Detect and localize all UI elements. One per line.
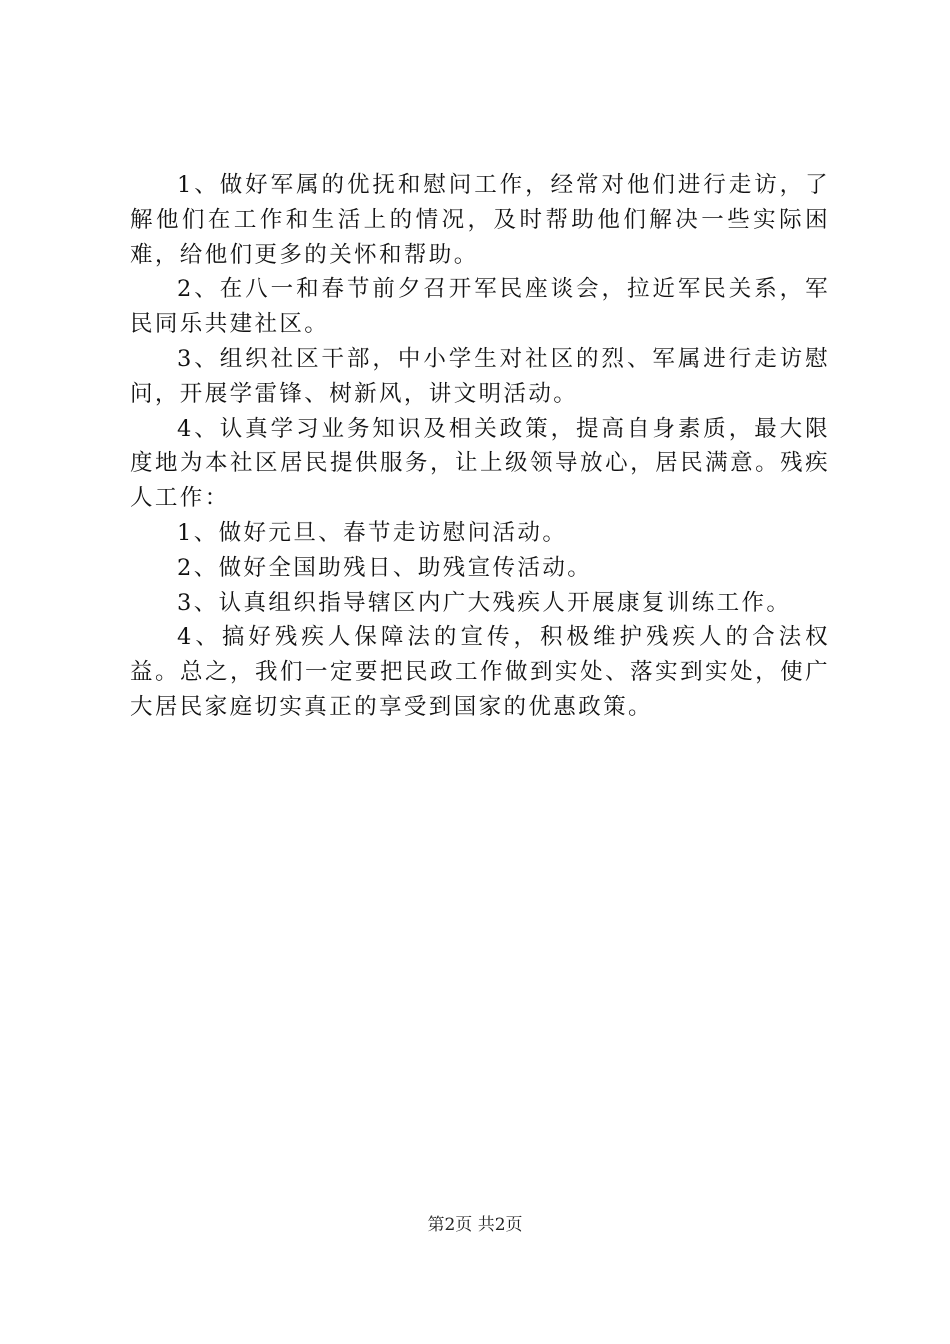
paragraph: 1、做好元旦、春节走访慰问活动。 — [177, 519, 568, 546]
document-body — [130, 168, 830, 725]
paragraph: 2、在八一和春节前夕召开军民座谈会，拉近军民关系，军民同乐共建社区。 — [130, 276, 830, 338]
paragraph: 3、组织社区干部，中小学生对社区的烈、军属进行走访慰问，开展学雷锋、树新风，讲文明活动。 — [130, 345, 830, 407]
paragraph: 4、搞好残疾人保障法的宣传，积极维护残疾人的合法权益。总之，我们一定要把民政工作做到实处、落实到实处，使广大居民家庭切实真正的享受到国家的优惠政策。 — [130, 624, 830, 720]
paragraph: 2、做好全国助残日、助残宣传活动。 — [177, 554, 593, 581]
page-number-footer: 第2页 共2页 — [427, 1215, 523, 1235]
paragraph: 4、认真学习业务知识及相关政策，提高自身素质，最大限度地为本社区居民提供服务，让上级领导放心，居民满意。残疾人工作： — [130, 415, 830, 512]
paragraph: 3、认真组织指导辖区内广大残疾人开展康复训练工作。 — [177, 589, 792, 616]
paragraph: 1、做好军属的优抚和慰问工作，经常对他们进行走访，了解他们在工作和生活上的情况，及时帮助他们解决一些实际困难，给他们更多的关怀和帮助。 — [130, 172, 830, 268]
